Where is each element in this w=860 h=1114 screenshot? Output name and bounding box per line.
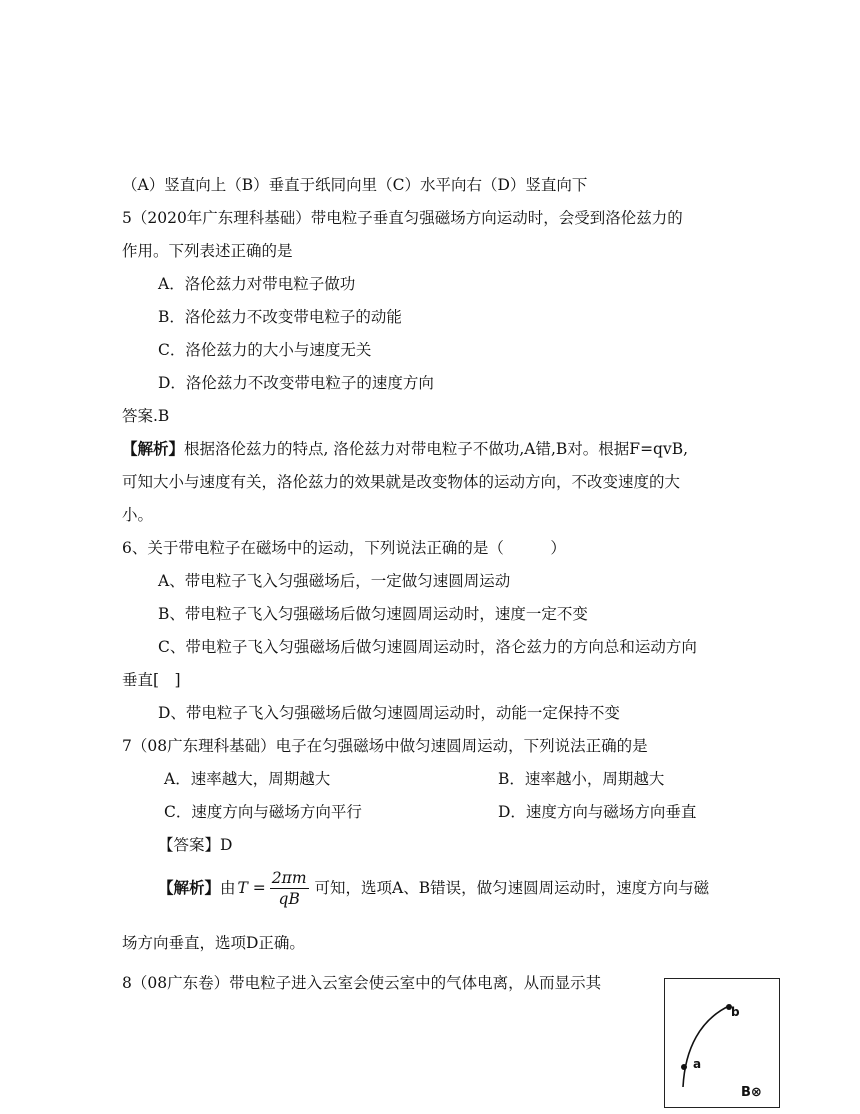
q5-option-d: D．洛伦兹力不改变带电粒子的速度方向 — [158, 374, 434, 392]
q7-stem: 7（08广东理科基础）电子在匀强磁场中做匀速圆周运动，下列说法正确的是 — [122, 737, 648, 755]
q5-option-c: C．洛伦兹力的大小与速度无关 — [158, 341, 372, 359]
q7-answer: 【答案】D — [158, 836, 233, 854]
q5-explanation-line-1 — [122, 439, 688, 459]
q7-explanation-line-1 — [158, 862, 709, 914]
q7-option-d: D．速度方向与磁场方向垂直 — [498, 803, 697, 821]
cloud-chamber-figure — [664, 978, 780, 1108]
q6-option-d: D、带电粒子飞入匀强磁场后做匀速圆周运动时，动能一定保持不变 — [158, 704, 620, 722]
q7-option-c: C．速度方向与磁场方向平行 — [164, 803, 362, 821]
q7-option-a: A．速率越大，周期越大 — [164, 770, 331, 788]
formula-lhs: T = — [237, 879, 266, 897]
q6-option-c-line-1: C、带电粒子飞入匀强磁场后做匀速圆周运动时，洛仑兹力的方向总和运动方向 — [158, 638, 697, 656]
point-a-marker — [681, 1064, 687, 1070]
q6-option-b: B、带电粒子飞入匀强磁场后做匀速圆周运动时，速度一定不变 — [158, 605, 588, 623]
q6-option-a: A、带电粒子飞入匀强磁场后，一定做匀速圆周运动 — [158, 572, 511, 590]
q5-option-b: B．洛伦兹力不改变带电粒子的动能 — [158, 308, 402, 326]
explanation-tag: 【解析】 — [158, 878, 221, 897]
q8-stem: 8（08广东卷）带电粒子进入云室会使云室中的气体电离，从而显示其 — [122, 974, 602, 992]
explanation-tag: 【解析】 — [122, 439, 185, 458]
q6-option-c-line-2: 垂直[ ] — [122, 671, 181, 689]
q5-stem-line-2: 作用。下列表述正确的是 — [122, 242, 293, 260]
formula-denominator: qB — [278, 889, 300, 908]
period-formula — [270, 869, 309, 908]
particle-track — [683, 1005, 731, 1087]
explanation-text: 根据洛伦兹力的特点, 洛伦兹力对带电粒子不做功,A错,B对。根据F=qvB, — [184, 440, 689, 458]
q5-option-a: A．洛伦兹力对带电粒子做功 — [158, 275, 356, 293]
q6-stem: 6、关于带电粒子在磁场中的运动，下列说法正确的是（ ） — [122, 539, 566, 557]
trajectory-drawing — [665, 979, 779, 1107]
explanation-prefix: 由 — [220, 879, 236, 897]
q4-options: （A）竖直向上（B）垂直于纸同向里（C）水平向右（D）竖直向下 — [122, 176, 588, 194]
q5-explanation-line-3: 小。 — [122, 506, 154, 524]
magnetic-field-label: B⊗ — [741, 1085, 762, 1100]
q7-option-b: B．速率越小，周期越大 — [498, 770, 665, 788]
q7-explanation-line-2: 场方向垂直，选项D正确。 — [122, 934, 305, 952]
q5-explanation-line-2: 可知大小与速度有关，洛伦兹力的效果就是改变物体的运动方向，不改变速度的大 — [122, 473, 681, 491]
q5-answer: 答案.B — [122, 407, 170, 425]
formula-numerator: 2πm — [271, 868, 307, 887]
point-b-label: b — [731, 1005, 740, 1019]
explanation-text: 可知，选项A、B错误，做匀速圆周运动时，速度方向与磁 — [314, 879, 710, 897]
q5-stem-line-1: 5（2020年广东理科基础）带电粒子垂直匀强磁场方向运动时，会受到洛伦兹力的 — [122, 209, 683, 227]
point-a-label: a — [693, 1057, 702, 1071]
